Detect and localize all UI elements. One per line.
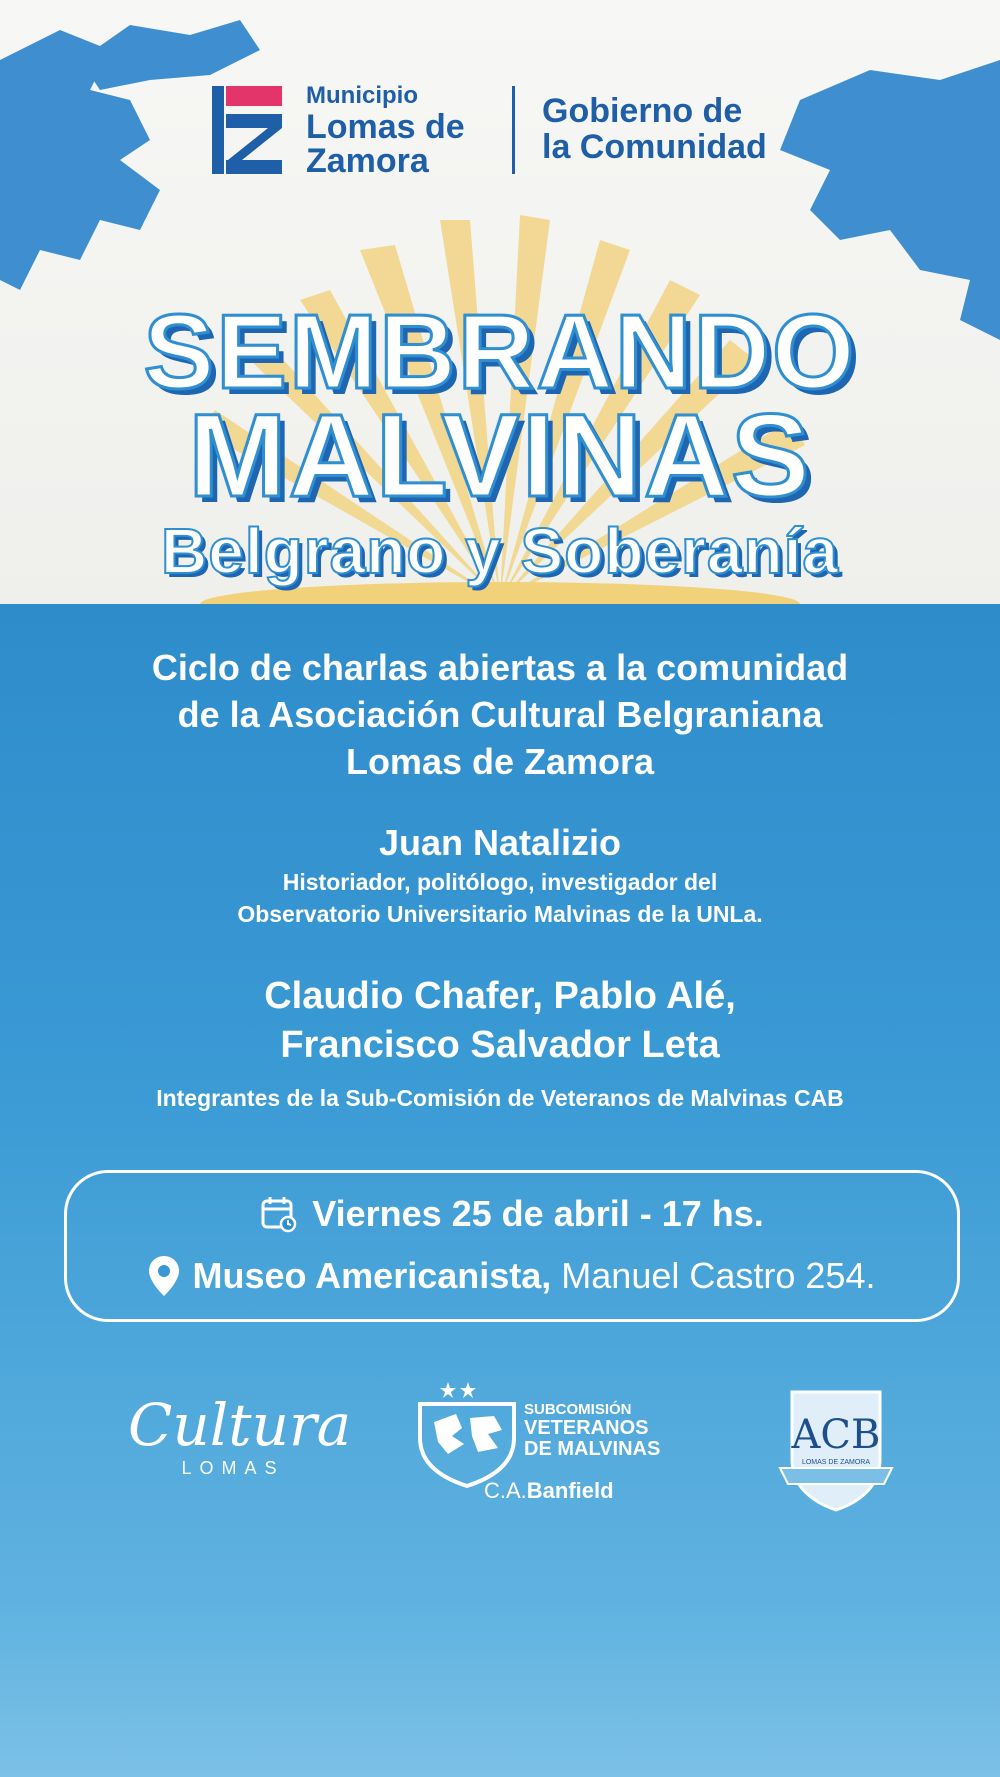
event-place-row (67, 1255, 957, 1297)
speaker2-names (0, 972, 1000, 1071)
muni-line3: Zamora (306, 142, 429, 180)
cultura-sub-text: LOMAS (181, 1458, 285, 1478)
event-address: Manuel Castro 254. (561, 1255, 876, 1296)
lomas-zamora-logo-icon (212, 86, 282, 174)
title-line1: SEMBRANDO (143, 293, 857, 411)
location-pin-icon (149, 1256, 179, 1296)
speaker2-name-line2: Francisco Salvador Leta (280, 1024, 720, 1067)
acb-badge-logo (778, 1386, 894, 1516)
intro-line3: Lomas de Zamora (345, 740, 655, 782)
title-line2: MALVINAS (188, 390, 812, 522)
speaker1-name: Juan Natalizio (378, 822, 622, 863)
speaker2-name-line1: Claudio Chafer, Pablo Alé, (264, 975, 736, 1017)
veteranos-logo (412, 1378, 692, 1508)
gob-line1: Gobierno de (542, 92, 743, 130)
intro-text (0, 645, 1000, 785)
gobierno-text (542, 94, 767, 165)
event-date: Viernes 25 de abril - 17 hs. (312, 1193, 764, 1234)
vet-line1: SUBCOMISIÓN (524, 1401, 632, 1418)
vet-line2: VETERANOS (524, 1416, 649, 1439)
speaker1-desc-line1: Historiador, politólogo, investigador del (282, 869, 718, 895)
muni-line1: Municipio (306, 82, 418, 109)
cultura-lomas-logo (128, 1391, 352, 1479)
vet-club-text (484, 1478, 614, 1504)
malvinas-shield-icon (412, 1378, 522, 1488)
veteranos-text (524, 1402, 660, 1460)
acb-letters: ACB (791, 1412, 881, 1458)
gob-line2: la Comunidad (542, 127, 767, 166)
vet-club-name: Banfield (526, 1478, 614, 1503)
acb-sub: LOMAS DE ZAMORA (801, 1459, 871, 1466)
cultura-script-text: Cultura (128, 1391, 352, 1459)
calendar-icon (260, 1195, 298, 1233)
header-divider (512, 86, 515, 174)
vet-line3: DE MALVINAS (524, 1437, 661, 1460)
event-date-row (67, 1193, 957, 1235)
title-subtitle: Belgrano y Soberanía (161, 515, 839, 587)
municipio-logo-text (306, 84, 465, 178)
speaker2-description: Integrantes de la Sub-Comisión de Veteranos de Malvinas CAB (156, 1085, 844, 1111)
muni-line2: Lomas de (306, 108, 465, 146)
speaker1-description (0, 866, 1000, 930)
intro-line2: de la Asociación Cultural Belgraniana (177, 693, 823, 735)
intro-line1: Ciclo de charlas abiertas a la comunidad (151, 647, 849, 688)
speaker1-desc-line2: Observatorio Universitario Malvinas de la UNLa. (237, 901, 763, 928)
event-place: Museo Americanista, (192, 1255, 552, 1296)
vet-club-prefix: C.A. (484, 1478, 527, 1503)
event-info-box (64, 1170, 960, 1322)
